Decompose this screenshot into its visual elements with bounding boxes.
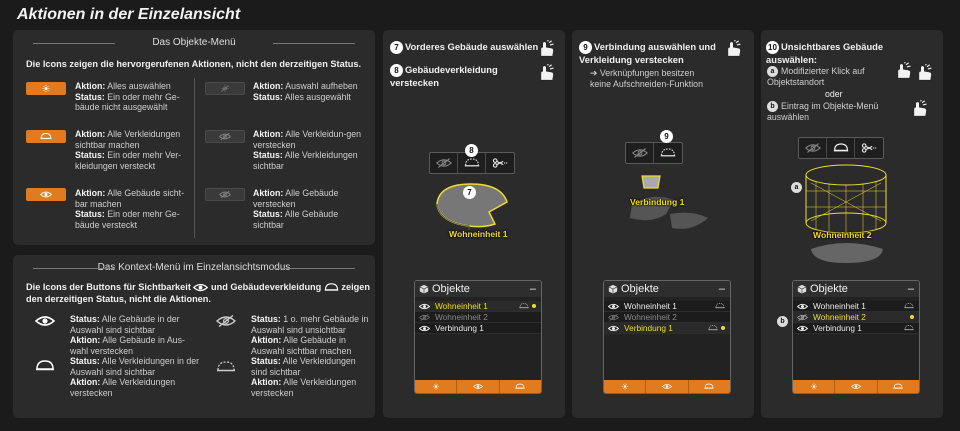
eye-off-icon [216, 315, 236, 327]
show-all-buildings-button[interactable] [26, 188, 66, 201]
dome-icon [35, 360, 55, 372]
eye-off-icon [805, 143, 821, 153]
objekte-menu-panel [13, 30, 375, 245]
eye-off-icon [608, 314, 619, 321]
badge-7: 7 [463, 186, 476, 199]
option-b: b Eintrag im Objekte-Menü auswählen [767, 101, 879, 123]
selected-indicator [721, 326, 725, 330]
cube-icon [419, 284, 429, 294]
hand-click-icon [538, 40, 560, 58]
eye-icon [419, 303, 430, 310]
list-item[interactable]: Wohneinheit 2 [604, 312, 730, 323]
kontext-menu-panel [13, 255, 375, 418]
eye-icon [797, 325, 808, 332]
objekte-header: Objekte – [604, 281, 730, 297]
eye-icon [662, 383, 672, 390]
deselect-icon [219, 84, 231, 93]
kontext-status-text-2: Status: 1 o. mehr Gebäude in Auswahl sind unsichtbar Aktion: Alle Gebäude in Auswahl sichtbar machen Status: Alle Verkleidungen sind sichtbar Aktion: Alle Verkleidungen verstecken [251, 314, 369, 398]
eye-icon [40, 190, 52, 199]
action-hide-buildings-text: Aktion: Alle Gebäude verstecken Status: Alle Gebäude sichtbar [253, 188, 339, 230]
eye-icon [193, 283, 208, 292]
dome-icon [833, 143, 849, 153]
label-wohneinheit-2: Wohneinheit 2 [813, 230, 872, 240]
step-7: 7 Vorderes Gebäude auswählen [390, 41, 540, 54]
step-10: 10 Unsichtbares Gebäude auswählen: [766, 41, 884, 66]
kontext-status-text-1: Status: Alle Gebäude in der Auswahl sind sichtbar Aktion: Alle Gebäude in Aus-wahl verstecken Status: Alle Verkleidungen in der Auswahl sind sichtbar Aktion: Alle Verkleidungen verstecken [70, 314, 200, 398]
eye-icon [35, 315, 55, 327]
kontext-menu-heading: Das Kontext-Menü im Einzelansichtsmodus [23, 262, 365, 273]
show-claddings-button[interactable] [500, 380, 541, 393]
eye-icon [608, 303, 619, 310]
dome-icon [515, 383, 525, 390]
eye-icon [608, 325, 619, 332]
kontext-menu-intro: Die Icons der Buttons für Sichtbarkeit und Gebäudeverkleidung zeigen den derzeitigen Status, nicht die Aktionen. [26, 282, 371, 304]
marker-b: b [777, 316, 788, 327]
dome-off-icon [216, 361, 236, 373]
minimize-button[interactable]: – [907, 283, 914, 295]
eye-off-icon [797, 314, 808, 321]
dome-icon [704, 383, 714, 390]
dome-off-icon [715, 303, 725, 309]
page-title: Aktionen in der Einzelansicht [17, 6, 241, 23]
list-item[interactable]: Wohneinheit 1 [415, 301, 541, 312]
eye-icon [851, 383, 861, 390]
select-icon [809, 383, 819, 390]
select-icon [620, 383, 630, 390]
action-show-buildings-text: Aktion: Alle Gebäude sicht-bar machen Status: Ein oder mehr Ge-bäude versteckt [75, 188, 185, 230]
objekte-action-bar [793, 380, 919, 393]
list-item[interactable]: Wohneinheit 1 [604, 301, 730, 312]
column-divider [194, 78, 195, 238]
select-all-button[interactable] [415, 380, 457, 393]
step-10-panel [761, 30, 943, 418]
list-item[interactable]: Verbindung 1 [604, 323, 730, 334]
visibility-toggle[interactable] [626, 143, 654, 163]
step-7-8-panel [383, 30, 565, 418]
hide-all-buildings-button[interactable] [205, 188, 245, 201]
selected-indicator [532, 304, 536, 308]
objekte-menu-heading: Das Objekte-Menü [23, 37, 365, 48]
eye-off-icon [219, 190, 231, 199]
dome-icon [893, 383, 903, 390]
eye-icon [473, 383, 483, 390]
select-icon [431, 383, 441, 390]
select-all-icon [40, 84, 52, 93]
cube-icon [797, 284, 807, 294]
objekte-panel [603, 280, 731, 394]
objekte-action-bar [415, 380, 541, 393]
hand-click-icon [911, 100, 933, 118]
objekte-header: Objekte – [415, 281, 541, 297]
action-select-all-text: Aktion: Alles auswählen Status: Ein oder mehr Ge-bäude nicht ausgewählt [75, 81, 180, 112]
context-toolbar [625, 142, 683, 164]
step-9-panel [572, 30, 754, 418]
step-9-note: ➔ Verknüpfungen besitzen keine Aufschneiden-Funktion [590, 68, 703, 89]
hide-all-claddings-button[interactable] [205, 130, 245, 143]
dome-off-icon [519, 303, 529, 309]
dome-off-icon [904, 303, 914, 309]
show-claddings-button[interactable] [878, 380, 919, 393]
eye-off-icon [436, 158, 452, 168]
step-8: 8 Gebäudeverkleidung verstecken [390, 64, 498, 89]
objekte-panel [414, 280, 542, 394]
hand-click-icon [538, 64, 560, 82]
visibility-toggle[interactable] [430, 153, 458, 173]
eye-off-icon [219, 132, 231, 141]
hand-modifier-click-icon [895, 62, 917, 80]
step-9: 9 Verbindung auswählen und Verkleidung verstecken [579, 41, 716, 66]
dome-icon [324, 283, 339, 292]
eye-icon [419, 325, 430, 332]
eye-off-icon [419, 314, 430, 321]
dome-off-icon [904, 325, 914, 331]
objekte-header: Objekte – [793, 281, 919, 297]
minimize-button[interactable]: – [529, 283, 536, 295]
visibility-toggle[interactable] [799, 138, 827, 158]
scissor-icon [861, 143, 877, 153]
selected-indicator [910, 315, 914, 319]
hand-click-icon [916, 64, 938, 82]
label-verbindung-1: Verbindung 1 [630, 197, 685, 207]
dome-off-icon [660, 148, 676, 158]
cut-button[interactable] [486, 153, 514, 173]
objekte-menu-intro: Die Icons zeigen die hervorgerufenen Aktionen, nicht den derzeitigen Status. [26, 59, 362, 69]
show-all-claddings-button[interactable] [26, 130, 66, 143]
deselect-all-button[interactable] [205, 82, 245, 95]
objekte-action-bar [604, 380, 730, 393]
dome-icon [40, 132, 52, 141]
minimize-button[interactable]: – [718, 283, 725, 295]
badge-9: 9 [660, 130, 673, 143]
dome-off-icon [464, 158, 480, 168]
show-buildings-button[interactable] [457, 380, 499, 393]
cladding-toggle[interactable] [654, 143, 682, 163]
oder-label: oder [825, 89, 843, 99]
marker-a: a [791, 182, 802, 193]
show-claddings-button[interactable] [689, 380, 730, 393]
hand-click-icon [725, 40, 747, 58]
scissor-icon [492, 158, 508, 168]
list-item[interactable]: Wohneinheit 2 [793, 312, 919, 323]
objekte-panel [792, 280, 920, 394]
list-item[interactable]: Wohneinheit 2 [415, 312, 541, 323]
badge-8: 8 [465, 144, 478, 157]
list-item[interactable]: Verbindung 1 [415, 323, 541, 334]
eye-off-icon [632, 148, 648, 158]
action-deselect-text: Aktion: Auswahl aufheben Status: Alles ausgewählt [253, 81, 358, 102]
context-toolbar [798, 137, 884, 159]
select-all-button[interactable] [604, 380, 646, 393]
action-hide-claddings-text: Aktion: Alle Verkleidun-gen verstecken Status: Alle Verkleidungen sichtbar [253, 129, 362, 171]
cladding-toggle[interactable] [827, 138, 855, 158]
building-wireframe-3d-view [801, 163, 891, 263]
list-item[interactable]: Verbindung 1 [793, 323, 919, 334]
action-show-claddings-text: Aktion: Alle Verkleidungen sichtbar machen Status: Ein oder mehr Ver-kleidungen versteckt [75, 129, 182, 171]
cut-button[interactable] [855, 138, 883, 158]
option-a: a Modifizierter Klick auf Objektstandort [767, 66, 865, 88]
eye-icon [797, 303, 808, 310]
cube-icon [608, 284, 618, 294]
list-item[interactable]: Wohneinheit 1 [793, 301, 919, 312]
show-buildings-button[interactable] [646, 380, 688, 393]
show-buildings-button[interactable] [835, 380, 877, 393]
dome-off-icon [708, 325, 718, 331]
label-wohneinheit-1: Wohneinheit 1 [449, 229, 508, 239]
select-all-button[interactable] [26, 82, 66, 95]
select-all-button[interactable] [793, 380, 835, 393]
